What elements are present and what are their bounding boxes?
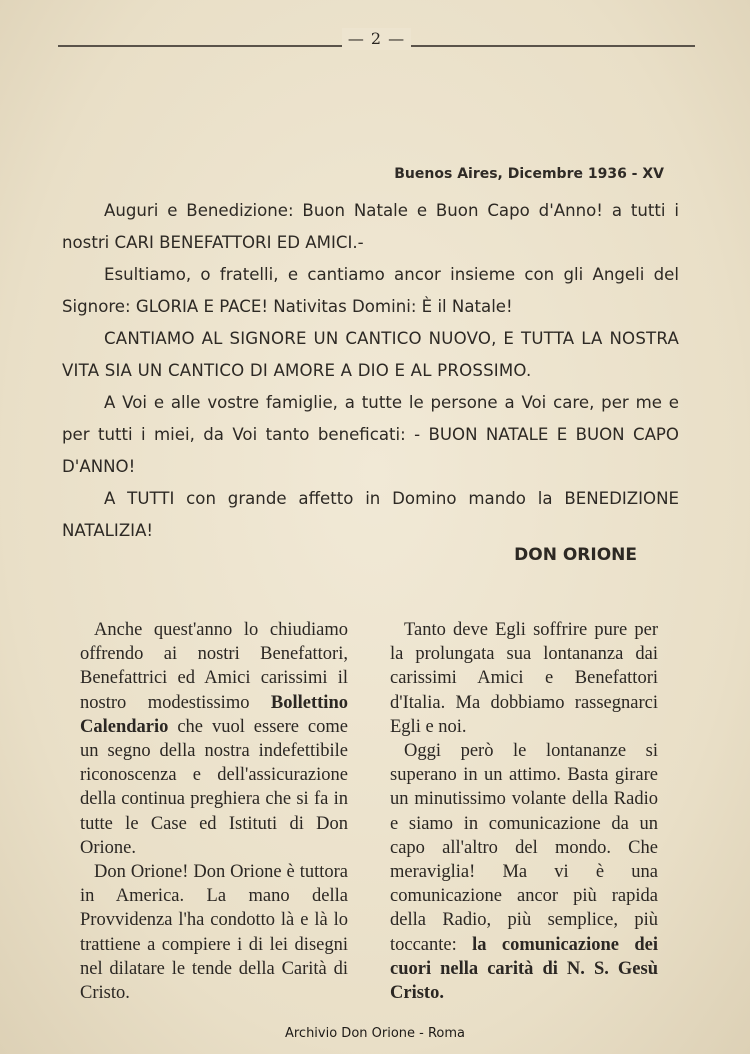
left-column	[80, 618, 348, 1005]
page-header	[58, 28, 695, 50]
letter-paragraph: A TUTTI con grande affetto in Domino mando la BENEDIZIONE NATALIZIA!	[62, 489, 679, 540]
christmas-letter	[62, 195, 679, 547]
letter-paragraph: CANTIAMO AL SIGNORE UN CANTICO NUOVO, E TUTTA LA NOSTRA VITA SIA UN CANTICO DI AMORE A DIO E AL PROSSIMO.	[62, 329, 679, 380]
signature: DON ORIONE	[514, 545, 637, 565]
date-line: Buenos Aires, Dicembre 1936 - XV	[394, 166, 664, 182]
bollettino-title: Bollettino Calendario	[80, 692, 348, 737]
column-paragraph: Oggi però le lontananze si superano in un attimo. Basta girare un minutissimo volante della Radio e siamo in comunicazione da un capo all'altro del mondo. Che meraviglia! Ma vi è una comunicazione ancor più rapida della Radio, più semplice, più toccante: la comunicazione dei cuori nella carità di N. S. Gesù Cristo.	[390, 741, 659, 1004]
column-paragraph: Tanto deve Egli soffrire pure per la prolungata sua lontananza dai carissimi Amici e Benefattori d'Italia. Ma dobbiamo rassegnarci Egli e noi.	[390, 620, 658, 737]
letter-paragraph: Esultiamo, o fratelli, e cantiamo ancor insieme con gli Angeli del Signore: GLORIA E PACE! Nativitas Domini: È il Natale!	[62, 265, 679, 316]
emphasis-text: la comunicazione dei cuori nella carità di N. S. Gesù Cristo.	[390, 934, 659, 1004]
letter-paragraph: A Voi e alle vostre famiglie, a tutte le persone a Voi care, per me e per tutti i miei, da Voi tanto beneficati: - BUON NATALE E BUON CAPO D'ANNO!	[62, 393, 679, 476]
page-number: — 2 —	[342, 28, 411, 50]
right-column	[390, 618, 658, 1005]
column-paragraph: Don Orione! Don Orione è tuttora in America. La mano della Provvidenza l'ha condotto là e là lo trattiene a compiere i di lei disegni nel dilatare le tende della Carità di Cristo.	[80, 862, 348, 1004]
archive-footer: Archivio Don Orione - Roma	[284, 1026, 466, 1041]
letter-paragraph: Auguri e Benedizione: Buon Natale e Buon Capo d'Anno! a tutti i nostri CARI BENEFATTORI ED AMICI.-	[62, 201, 679, 252]
column-paragraph: Anche quest'anno lo chiudiamo offrendo ai nostri Benefattori, Benefattrici ed Amici carissimi il nostro modestissimo Bollettino Calendario che vuol essere come un segno della nostra indefettibile riconoscenza e dell'assicurazione della continua preghiera che si fa in tutte le Case ed Istituti di Don Orione.	[80, 620, 348, 858]
